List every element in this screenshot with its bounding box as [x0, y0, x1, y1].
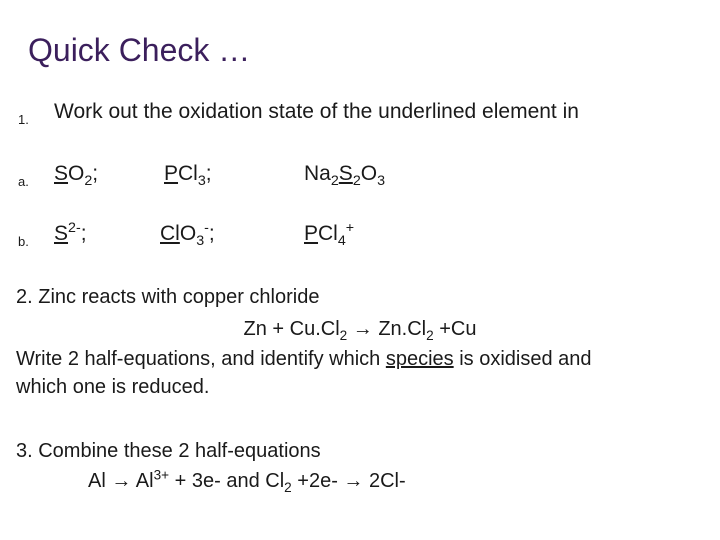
formula-so2: $SO_2$; [54, 162, 99, 190]
question-2-instruction-line2: which one is reduced. [16, 376, 210, 398]
question-3-equations: $Al \to Al^{3+} + 3e-$ and $Cl_2 +2e- \to 2Cl-$ [88, 467, 406, 495]
question-2-equation: $Zn + Cu.Cl_2 \to Zn.Cl_2 +Cu$ [243, 318, 477, 343]
question-1-number: 1. [18, 112, 29, 127]
formula-pcl3: PCl$_3$; [164, 162, 212, 190]
formula-clo3-: ClO$_3$-; [160, 220, 215, 250]
row-a-label: a. [18, 174, 29, 189]
page-title: Quick Check … [28, 32, 251, 68]
formula-pcl4+: PCl$_4$+ [304, 220, 355, 250]
formula-na2s2o3: $Na_2S_2O_3$ [304, 162, 386, 190]
question-2-instruction-line1: Write 2 half-equations, and identify which species is oxidised and [16, 348, 592, 370]
question-2-intro: 2. Zinc reacts with copper chloride [16, 286, 320, 308]
species-underlined: species [385, 348, 454, 370]
question-3-intro: 3. Combine these 2 half-equations [16, 440, 321, 462]
formula-s2-: $S^{2-}$; [54, 220, 87, 245]
row-b-label: b. [18, 234, 29, 249]
question-1-text: Work out the oxidation state of the underlined element in [54, 100, 579, 123]
